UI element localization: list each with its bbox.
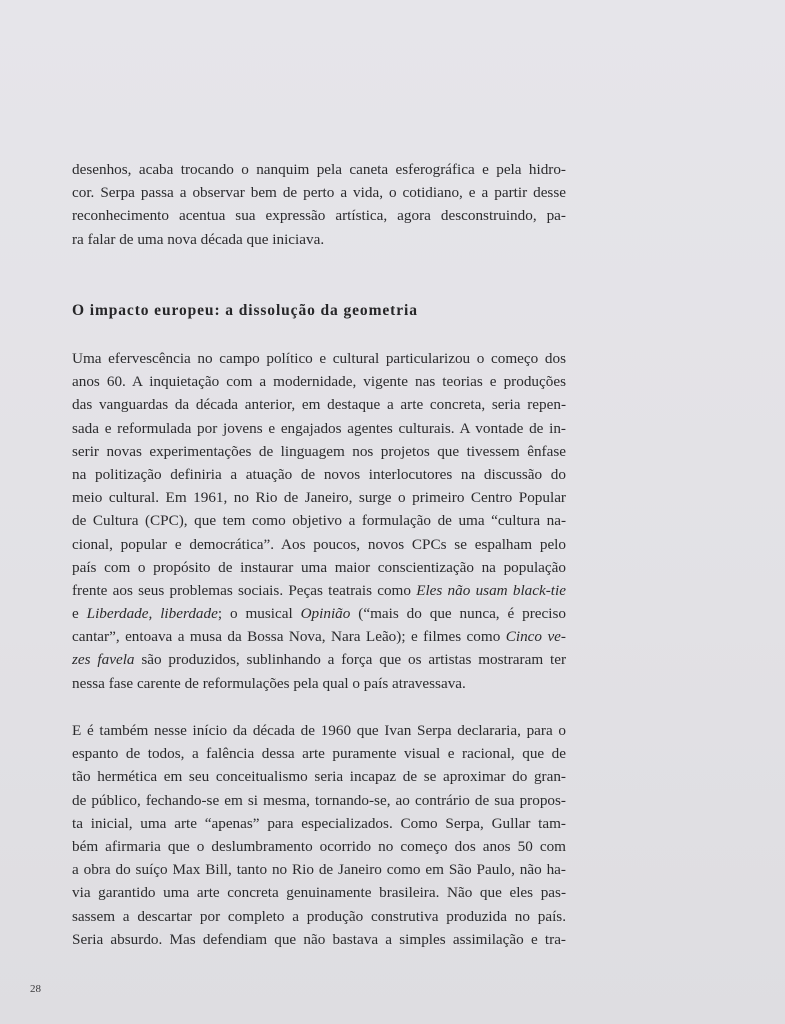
text-line: Uma efervescência no campo político e cultural particularizou o começo dos [72, 350, 566, 367]
text-line: espanto de todos, a falência dessa arte puramente visual e racional, que de [72, 745, 566, 763]
text-line: anos 60. A inquietação com a modernidade, vigente nas teorias e produções [72, 373, 566, 391]
text-segment: frente aos seus problemas sociais. Peças teatrais como [72, 581, 417, 599]
text-line: cor. Serpa passa a observar bem de perto a vida, o cotidiano, e a partir desse [72, 184, 566, 202]
text-line: cional, popular e democrática”. Aos poucos, novos CPCs se espalham pelo [72, 535, 566, 553]
text-line: via garantido uma arte concreta genuinamente brasileira. Não que eles pas- [72, 884, 566, 902]
text-segment: ; o musical [217, 605, 301, 623]
text-line: desenhos, acaba trocando o nanquim pela caneta esferográfica e pela hidro- [72, 161, 566, 178]
text-line: a obra do suíço Max Bill, tanto no Rio de Janeiro como em São Paulo, não ha- [72, 861, 566, 879]
text-segment: e [72, 605, 87, 623]
body-paragraph-1 [72, 347, 566, 695]
text-line: E é também nesse início da década de 1960 que Ivan Serpa declararia, para o [72, 722, 566, 739]
text-segment: são produzidos, sublinhando a força que os artistas mostraram ter [134, 651, 566, 669]
text-line: serir novas experimentações de linguagem nos projetos que tivessem ênfase [72, 442, 566, 460]
film-title-cinco-vezes-favela: Cinco ve- [505, 628, 566, 646]
body-paragraph-2 [72, 719, 566, 951]
text-line [72, 648, 566, 671]
play-title-liberdade: Liberdade, liberdade [86, 605, 218, 623]
text-segment: (“mais do que nunca, é preciso [350, 605, 566, 623]
text-line: das vanguardas da década anterior, em destaque a arte concreta, seria repen- [72, 396, 566, 414]
text-line: país com o propósito de instaurar uma maior conscientização na população [72, 558, 566, 576]
text-line: sada e reformulada por jovens e engajados agentes culturais. A vontade de in- [72, 419, 566, 437]
text-line: nessa fase carente de reformulações pela qual o país atravessava. [72, 674, 466, 692]
section-heading: O impacto europeu: a dissolução da geometria [72, 302, 418, 319]
text-segment: cantar”, entoava a musa da Bossa Nova, Nara Leão); e filmes como [72, 628, 506, 646]
text-line [72, 579, 566, 602]
text-line: Seria absurdo. Mas defendiam que não bastava a simples assimilação e tra- [72, 930, 566, 948]
text-line: bém afirmaria que o deslumbramento ocorrido no começo dos anos 50 com [72, 837, 566, 855]
film-title-cinco-vezes-favela-cont: zes favela [72, 651, 135, 669]
play-title-eles-nao-usam-black-tie: Eles não usam black-tie [416, 581, 566, 599]
musical-title-opiniao: Opinião [300, 605, 351, 623]
page-number: 28 [30, 983, 41, 995]
text-line [72, 602, 566, 625]
intro-paragraph [72, 158, 566, 251]
text-line: tão hermética em seu conceitualismo seria incapaz de se aproximar do gran- [72, 768, 566, 786]
text-line: reconhecimento acentua sua expressão artística, agora desconstruindo, pa- [72, 207, 566, 225]
text-line: meio cultural. Em 1961, no Rio de Janeiro, surge o primeiro Centro Popular [72, 489, 566, 507]
text-line: de Cultura (CPC), que tem como objetivo a formulação de uma “cultura na- [72, 512, 566, 530]
text-line: na politização definiria a atuação de novos interlocutores na discussão do [72, 465, 566, 483]
text-line: ra falar de uma nova década que iniciava. [72, 230, 325, 248]
text-line: ta inicial, uma arte “apenas” para especializados. Como Serpa, Gullar tam- [72, 814, 566, 832]
text-line: sassem a descartar por completo a produção construtiva produzida no país. [72, 907, 566, 925]
text-line: de público, fechando-se em si mesma, tornando-se, ao contrário de sua propos- [72, 791, 566, 809]
text-line [72, 625, 566, 648]
